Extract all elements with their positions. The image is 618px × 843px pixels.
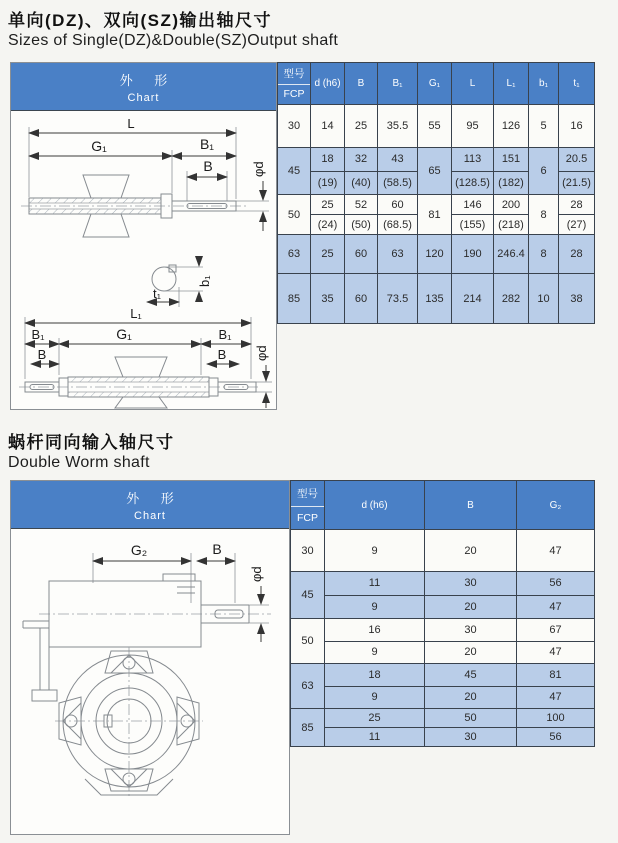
value: 67 [549,623,562,636]
value-cell [417,195,451,234]
value: 18 [368,668,381,681]
value-cell [377,235,417,273]
dim-label-phid-double: φd [254,345,269,361]
value-cell [417,148,451,194]
value: 11 [368,577,381,590]
table-row-85 [291,708,594,746]
value-cell [424,530,516,571]
value-cell [558,148,594,194]
column-header: B [424,481,516,529]
value: (182) [494,171,528,195]
value-cell [424,572,516,618]
table-row-30 [278,104,594,147]
dim-label-B2: B [212,541,222,557]
model-header-zh: 型号 [291,481,324,507]
value-cell [417,235,451,273]
value: (218) [494,214,528,234]
column-header: L [451,63,493,104]
value-cell [344,195,377,234]
value-cell [324,619,424,663]
value-cell [324,572,424,618]
value-cell [451,195,493,234]
value: 6 [540,165,547,177]
table-row-50 [291,618,594,663]
value-cell [344,148,377,194]
value: 55 [428,120,441,132]
value: 60 [354,248,368,260]
value: 9 [325,686,424,709]
value: 190 [463,248,482,260]
value: 20.5 [565,153,588,166]
value-cell [377,105,417,147]
table1-chart-body [11,111,276,414]
table-row-30 [291,529,594,571]
column-header: b₁ [528,63,558,104]
value: 28 [570,248,583,260]
output-shaft-drawing [11,111,276,409]
value-cell [528,195,558,234]
value-cell [493,195,528,234]
dim-label-L1: L₁ [130,306,142,321]
value: 52 [354,198,368,211]
value: (24) [311,214,344,234]
table-row-45 [291,571,594,618]
value: 16 [570,120,583,132]
value-cell [516,572,594,618]
value: 43 [391,153,404,166]
table1-grid [277,62,595,324]
table2-grid [290,480,595,747]
value-cell [528,274,558,323]
value: 56 [549,577,562,590]
dim-label-t1: t₁ [153,286,161,301]
model-cell: 30 [287,120,301,132]
value-cell [344,274,377,323]
value-cell [516,530,594,571]
value: 200 [501,198,521,211]
value-cell [528,148,558,194]
value-cell [528,105,558,147]
column-header: B [344,63,377,104]
column-header: d (h6) [324,481,424,529]
table2-chart-header [11,481,289,529]
value-cell [493,235,528,273]
dim-label-phid-worm: φd [249,566,264,582]
dim-label-B1-left: B₁ [31,327,45,342]
value: (40) [345,171,377,195]
value: 113 [463,153,482,166]
value-cell [310,235,344,273]
table1-chart-cell [10,62,277,410]
value: 20 [425,595,516,619]
value: 146 [463,198,482,211]
model-cell: 85 [301,721,314,734]
value-cell [417,105,451,147]
value: 20 [425,641,516,664]
value-cell [417,274,451,323]
column-header: t₁ [558,63,594,104]
value: 9 [325,595,424,619]
value-cell [344,105,377,147]
value-cell [451,235,493,273]
value-cell [451,105,493,147]
dim-label-B1-right: B₁ [218,327,232,342]
value: 32 [354,153,368,166]
value: 63 [391,248,404,260]
value-cell [516,619,594,663]
value: 126 [501,120,521,132]
dim-label-B1: B₁ [199,136,215,152]
table-row-63 [291,663,594,708]
value-cell [493,105,528,147]
chart-header-en: Chart [127,91,160,104]
value: (68.5) [378,214,417,234]
dim-label-b1: b₁ [197,275,212,287]
value: 20 [464,544,477,557]
dim-label-G2: G₂ [130,542,148,558]
value-cell [424,709,516,746]
value: 25 [321,198,334,211]
value: 14 [321,120,334,132]
value-cell [424,619,516,663]
value-cell [377,195,417,234]
value: 16 [368,623,381,636]
model-cell: 63 [287,248,301,260]
model-cell: 30 [301,544,314,557]
value: (128.5) [452,171,493,195]
value-cell [558,235,594,273]
value-cell [493,274,528,323]
model-header-zh: 型号 [278,63,310,85]
value: 30 [464,623,477,636]
dim-label-phid: φd [251,161,266,177]
model-cell: 63 [301,680,314,692]
section1-title-zh: 单向(DZ)、双向(SZ)输出轴尺寸 [8,11,273,30]
table2-chart-cell [10,480,290,835]
value: 95 [466,120,479,132]
table-row-63 [278,234,594,273]
table1-header-row [278,63,594,104]
value: 81 [549,668,562,681]
value: 73.5 [386,292,409,305]
worm-gearbox-drawing [11,529,289,834]
dim-label-B: B [203,158,213,174]
value: 214 [463,292,482,305]
value: 9 [371,544,378,557]
value: 35.5 [386,120,409,132]
chart-header-zh: 外 形 [126,490,183,506]
model-header-en: FCP [297,511,318,524]
value-cell [310,105,344,147]
chart-header-zh: 外 形 [119,72,177,88]
section2-title-en: Double Worm shaft [8,454,150,471]
value-cell [451,148,493,194]
value: 120 [425,248,444,260]
value: (27) [559,214,594,234]
chart-header-en: Chart [134,509,166,522]
model-header-cell [278,63,310,104]
model-cell: 85 [287,292,301,305]
value: (19) [311,171,344,195]
value: 47 [549,544,562,557]
value: 56 [517,727,594,746]
table2-chart-body [11,529,289,839]
value-cell [377,274,417,323]
value: 65 [428,165,441,177]
value-cell [344,235,377,273]
value: 25 [354,120,368,132]
model-header-en: FCP [283,88,305,101]
value: 8 [540,248,547,260]
table-row-50 [278,194,594,234]
dim-label-L: L [127,116,135,131]
dim-label-G1-double: G₁ [116,326,132,342]
value: 25 [368,712,381,724]
value-cell [324,530,424,571]
table1-chart-header [11,63,276,111]
value: 60 [354,292,368,305]
table-row-85 [278,273,594,323]
value: (21.5) [559,171,594,195]
value-cell [493,148,528,194]
value-cell [558,274,594,323]
value: 100 [546,712,565,724]
column-header: d (h6) [310,63,344,104]
value: 18 [321,153,334,166]
value-cell [310,274,344,323]
value: 11 [325,727,424,746]
model-cell: 45 [287,165,301,177]
value: (155) [452,214,493,234]
value-cell [324,664,424,708]
value: 10 [537,292,550,305]
value: (50) [345,214,377,234]
value: 28 [570,198,583,211]
value: 81 [428,208,441,221]
column-header: G₂ [516,481,594,529]
value: (58.5) [378,171,417,195]
value: 45 [464,668,477,681]
value-cell [310,195,344,234]
column-header: G₁ [417,63,451,104]
value: 30 [464,577,477,590]
dim-label-B-right: B [217,347,227,362]
value: 35 [321,292,334,305]
value-cell [516,709,594,746]
value-cell [310,148,344,194]
value: 135 [425,292,444,305]
column-header: L₁ [493,63,528,104]
value: 151 [501,153,521,166]
value: 20 [425,686,516,709]
value: 8 [540,208,547,221]
value-cell [558,105,594,147]
model-cell: 50 [287,208,301,221]
value-cell [424,664,516,708]
value: 47 [517,686,594,709]
value: 282 [501,292,521,305]
section2-title-zh: 蜗杆同向输入轴尺寸 [8,433,175,452]
value-cell [377,148,417,194]
column-header: B₁ [377,63,417,104]
value: 47 [517,641,594,664]
section1-title-en: Sizes of Single(DZ)&Double(SZ)Output shaft [8,32,339,49]
value: 30 [425,727,516,746]
value-cell [516,664,594,708]
table2-header-row [291,481,594,529]
table-row-45 [278,147,594,194]
dim-label-B-left: B [37,347,47,362]
value-cell [324,709,424,746]
value: 60 [391,198,404,211]
model-cell: 50 [301,635,314,647]
value: 38 [570,292,583,305]
model-header-cell [291,481,324,529]
value: 5 [540,120,547,132]
value: 9 [325,641,424,664]
value: 25 [321,248,334,260]
value: 47 [517,595,594,619]
dim-label-G1: G₁ [91,138,107,154]
value-cell [558,195,594,234]
model-cell: 45 [301,589,314,601]
value: 246.4 [497,248,525,260]
value-cell [451,274,493,323]
value: 50 [464,712,477,724]
value-cell [528,235,558,273]
